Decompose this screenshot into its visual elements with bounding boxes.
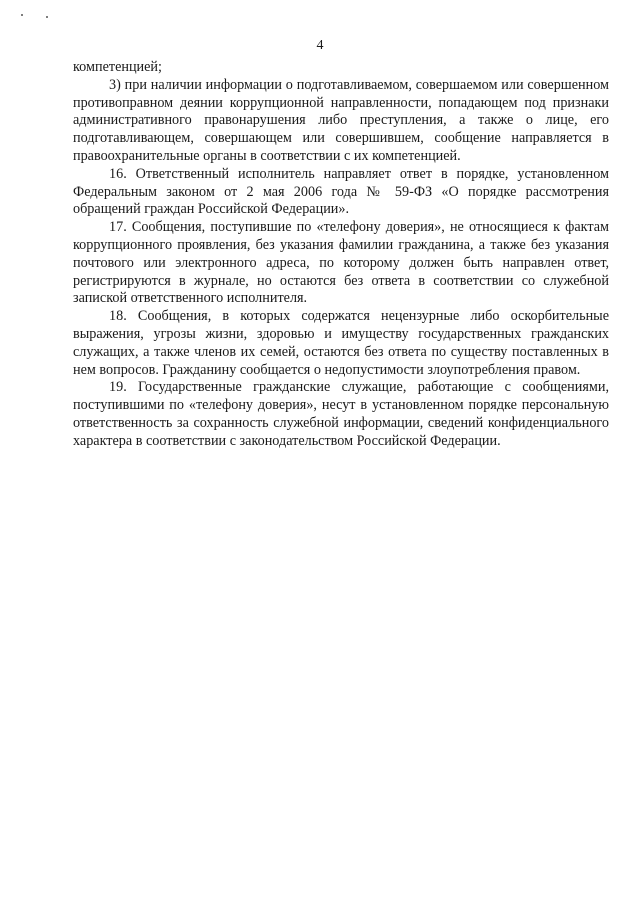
page-number: 4 (316, 38, 324, 53)
paragraph-continuation: компетенцией; (73, 59, 162, 75)
paragraph-item-18: 18. Сообщения, в которых содержатся нецензурные либо оскорбительные выражения, угрозы жизни, здоровью и имуществу государственных гражданских служащих, а также членов их семей, остаются без ответа по существу поставленных в нем вопросов. Гражданину сообщается о недопустимости злоупотребления правом. (73, 308, 609, 378)
paragraph-item-16: 16. Ответственный исполнитель направляет ответ в порядке, установленном Федеральным законом от 2 мая 2006 года № 59-ФЗ «О порядке рассмотрения обращений граждан Российской Федерации». (73, 165, 609, 218)
paragraph-item-3: 3) при наличии информации о подготавливаемом, совершаемом или совершенном противоправном деянии коррупционной направленности, попадающем под признаки административного правонарушения либо преступления, а также о лице, его подготавливающем, совершающем или совершившем, сообщение направляется в правоохранительные органы в соответствии с их компетенцией. (73, 76, 609, 164)
scan-artifact-dot (21, 14, 23, 16)
document-body (73, 59, 609, 451)
paragraph-item-19: 19. Государственные гражданские служащие, работающие с сообщениями, поступившими по «телефону доверия», несут в установленном порядке персональную ответственность за сохранность служебной информации, сведений конфиденциального характера в соответствии с законодательством Российской Федерации. (73, 379, 609, 449)
paragraph-item-17: 17. Сообщения, поступившие по «телефону доверия», не относящиеся к фактам коррупционного проявления, без указания фамилии гражданина, а также без указания почтового или электронного адреса, по которому должен быть направлен ответ, регистрируются в журнале, но остаются без ответа в соответствии со служебной запиской ответственного исполнителя. (73, 219, 609, 307)
scan-artifact-dot (46, 16, 48, 18)
